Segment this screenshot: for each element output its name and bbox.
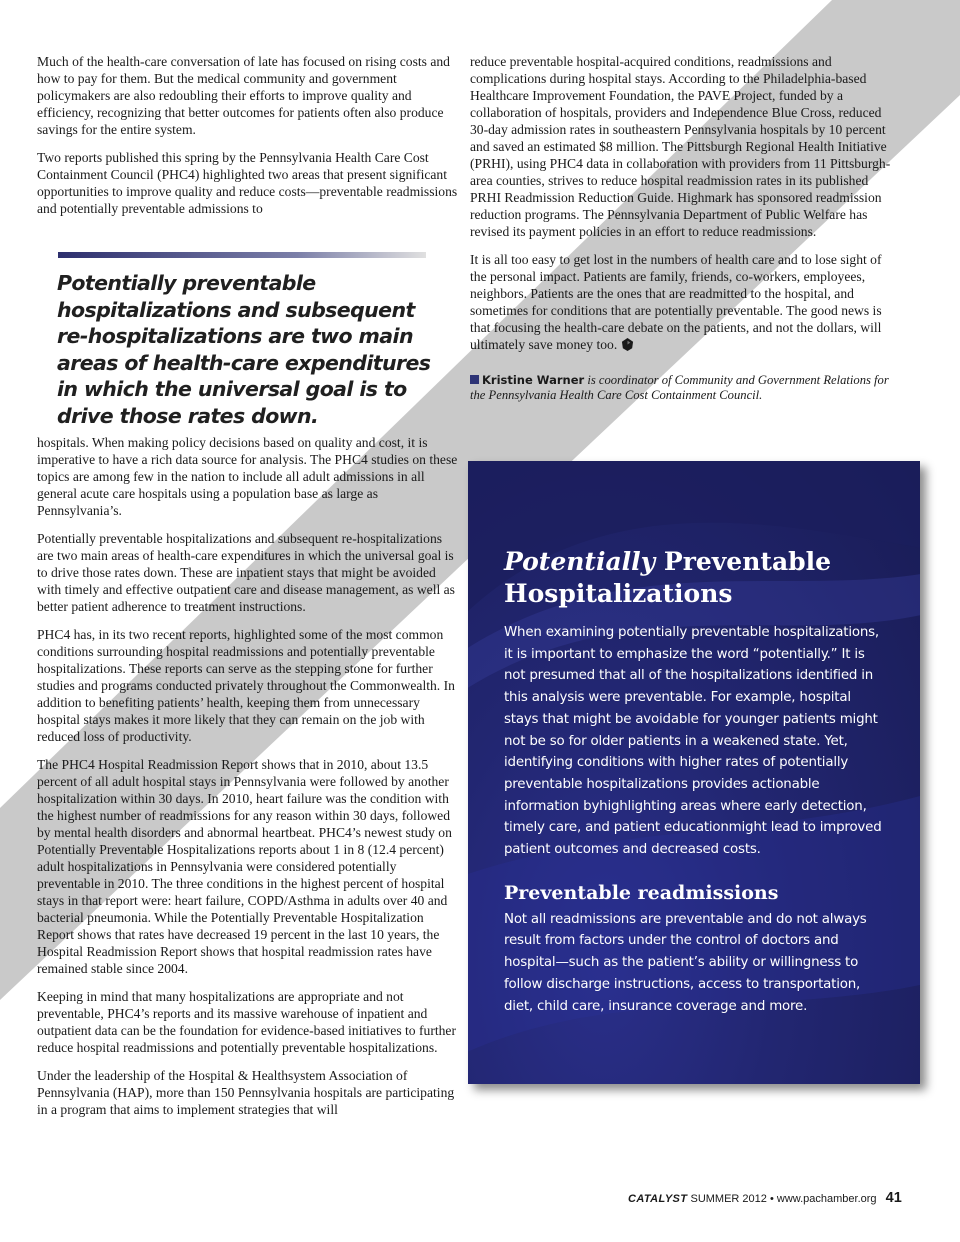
sidebar-subheading: Preventable readmissions <box>504 881 779 904</box>
page-footer <box>628 1190 928 1206</box>
paragraph: Keeping in mind that many hospitalizations are appropriate and not preventable, PHC4’s reports and its massive warehouse of inpatient and outpatient data can be the foundation for evidence-based initiatives to further reduce hospital readmissions and potentially preventable hospitalizations. <box>37 989 456 1055</box>
author-byline <box>470 373 894 403</box>
paragraph: Two reports published this spring by the Pennsylvania Health Care Cost Containment Council (PHC4) highlighted two areas that present significant opportunities to improve quality and reduce costs—preventable readmissions and potentially preventable admissions to <box>37 150 458 216</box>
author-name: Kristine Warner <box>482 373 585 387</box>
paragraph: The PHC4 Hospital Readmission Report shows that in 2010, about 13.5 percent of all adult hospital stays in Pennsylvania were followed by another hospitalization within 30 days. In 2010, heart failure was the condition with the highest number of readmissions for any reason within 30 days, followed by mental health disorders and abnormal heartbeat. PHC4’s newest study on Potentially Preventable Hospitalizations reports about 1 in 8 (12.4 percent) adult hospitalizations in Pennsylvania were considered potentially preventable in 2010. The three conditions in the highest percent of hospital stays in that report were: heart failure, COPD/Asthma in adults over 40 and bacterial pneumonia. While the Potentially Preventable Hospitalization Report shows that rates have decreased 19 percent in the last 10 years, the Hospital Readmission Report shows that hospital readmission rates have remained stable since 2004. <box>37 757 452 976</box>
end-of-article-icon <box>621 338 634 351</box>
paragraph-closing <box>470 251 894 353</box>
sidebar-content <box>504 546 884 1017</box>
paragraph: Under the leadership of the Hospital & Healthsystem Association of Pennsylvania (HAP), more than 150 Pennsylvania hospitals are participating in a program that aims to implement strategies that will <box>37 1068 455 1117</box>
paragraph: PHC4 has, in its two recent reports, highlighted some of the most common conditions surrounding hospital readmissions and potentially preventable hospitalizations. These reports can serve as the stepping stone for further studies and programs conducted privately throughout the Commonwealth. In addition to benefiting patients’ health, keeping them from unnecessary hospital stays makes it more likely that they can remain on the job with reduced loss of productivity. <box>37 627 455 744</box>
page-number: 41 <box>885 1190 902 1206</box>
sidebar-title-italic: Potentially <box>504 547 656 576</box>
sidebar-box <box>468 461 920 1084</box>
footer-issue: SUMMER 2012 <box>690 1193 767 1205</box>
paragraph: hospitals. When making policy decisions based on quality and cost, it is imperative to have a rich data source for analysis. The PHC4 studies on these topics are among few in the nation to include all adult admissions in all general acute care hospitals using a population base as large as Pennsylvania’s. <box>37 435 458 518</box>
pull-quote: Potentially preventable hospitalizations and subsequent re-hospitalizations are two main areas of health-care expenditures in which the universal goal is to drive those rates down. <box>57 271 431 428</box>
byline-square-icon <box>470 375 479 384</box>
paragraph-text: It is all too easy to get lost in the numbers of health care and to lose sight of the personal impact. Patients are family, friends, co-workers, employees, neighbors. Patients are the ones that are readmitted to the hospital, and sometimes for conditions that are potentially preventable. The good news is that focusing the health-care debate on the patients, and not the dollars, will ultimately save money too. <box>470 252 882 352</box>
paragraph: reduce preventable hospital-acquired conditions, readmissions and complications during hospital stays. According to the Philadelphia-based Healthcare Improvement Foundation, the PAVE Project, funded by a collaboration of hospitals, providers and Independence Blue Cross, reduced 30-day admission rates in southeastern Pennsylvania hospitals by 10 percent and saved an estimated $8 million. The Pittsburgh Regional Health Initiative (PRHI), using PHC4 data in collaboration with providers from 11 Pittsburgh-area counties, strives to reduce hospital readmission rates in its published PRHI Readmission Reduction Guide. Highmark has sponsored readmission reduction programs. The Pennsylvania Department of Public Welfare has revised its payment policies in an effort to reduce readmissions. <box>470 54 891 239</box>
paragraph: Potentially preventable hospitalizations and subsequent re-hospitalizations are two main areas of health-care expenditures in which the universal goal is to drive those rates down. These are inpatient stays that might be avoided with timely and effective outpatient care and disease management, as well as better patient adherence to treatment instructions. <box>37 531 455 614</box>
article-column-left-bottom <box>37 434 461 1129</box>
footer-url: www.pachamber.org <box>776 1193 877 1205</box>
sidebar-title-rest: Preventable Hospitalizations <box>504 547 832 608</box>
article-column-right <box>470 53 894 403</box>
sidebar-body-2: Not all readmissions are preventable and do not always result from factors under the control of doctors and hospital—such as the patient’s ability or willingness to follow discharge instructions, access to transportation, diet, child care, insurance coverage and more. <box>504 911 867 1014</box>
sidebar-body: When examining potentially preventable hospitalizations, it is important to emphasize the word “potentially.” It is not presumed that all of the hospitalizations identified in this analysis were preventable. For example, hospital stays that might be avoidable for younger patients might not be so for older patients in a weakened state. Yet, identifying conditions with higher rates of potentially preventable hospitalizations provides actionable information byhighlighting areas where early detection, timely care, and patient educationmight lead to improved patient outcomes and decreased costs. <box>504 625 882 858</box>
article-column-left-top <box>37 53 461 228</box>
author-bio: is coordinator of Community and Government Relations for the Pennsylvania Health Care Cost Containment Council. <box>470 373 889 402</box>
paragraph: Much of the health-care conversation of late has focused on rising costs and how to pay for them. But the medical community and government policymakers are also redoubling their efforts to improve quality and efficiency, recognizing that better outcomes for patients often also produce savings for the entire system. <box>37 54 450 137</box>
pull-quote-rule <box>58 252 426 258</box>
footer-brand: CATALYST <box>628 1193 688 1205</box>
footer-separator: • <box>769 1193 774 1205</box>
sidebar-title <box>504 546 884 610</box>
